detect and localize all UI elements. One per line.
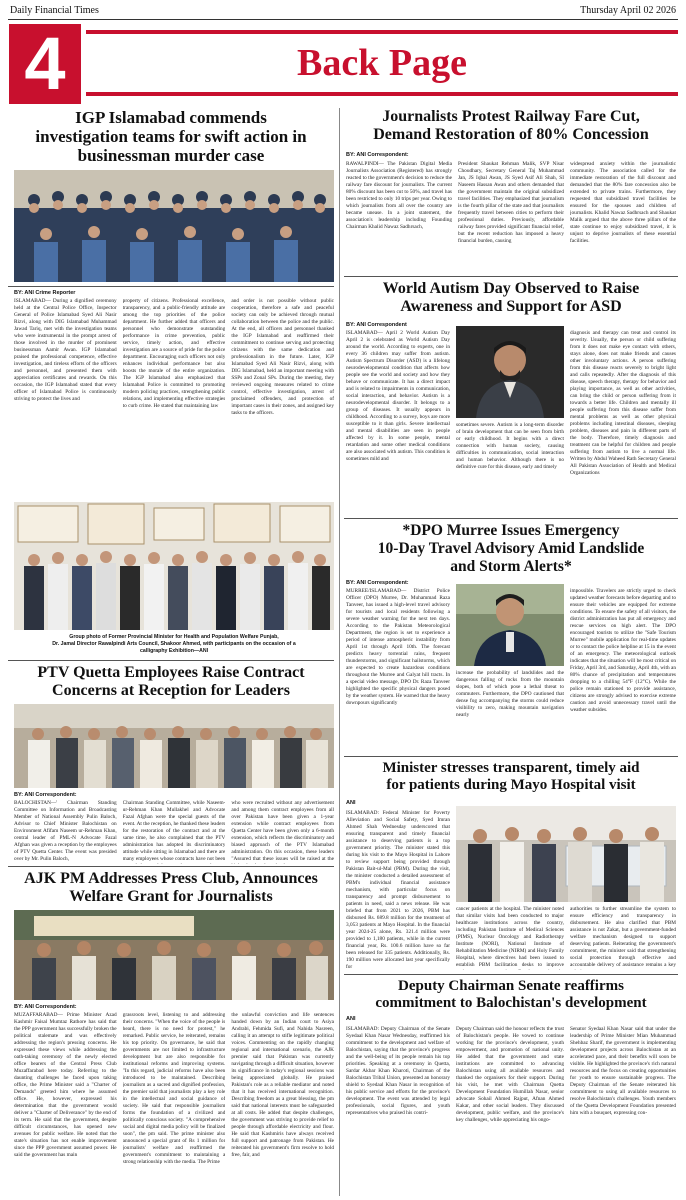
headline-line: AJK PM Addresses Press Club, Announces (24, 870, 318, 887)
photo-ptv-reception (14, 704, 334, 788)
rule (8, 866, 334, 867)
rule (344, 276, 678, 277)
column-divider (339, 108, 340, 1196)
headline-line: Deputy Chairman Senate reaffirms (398, 978, 624, 994)
byline: ANI (346, 1016, 356, 1022)
photo-mayo-hospital-visit (456, 806, 676, 902)
rule (344, 974, 678, 975)
article-column: ISLAMABAD— During a dignified ceremony held at the Central Police Office, Inspector General of Police Islamabad Syed Ali Nasir Rizvi, along with DIG Islamabad Muhammad Jawad Tariq, met with the investigation teams who were instrumental in the prompt arrest of those involved in the murder of prominent businessman Aamir Awan. IGP Islamabad praised the professional competence, effective investigation, and tireless efforts of the officers and personnel, and presented them with appreciation certificates and rewards. On this occasion, the IGP Islamabad stated that every officer of Islamabad Police is continuously striving to protect the lives and (14, 298, 117, 402)
article-column: ISLAMABAD: Federal Minister for Poverty Alleviation and Social Safety, Syed Imran Ahmed Shah Wednesday underscored that ensuring transparent and timely financial assistance to deserving patients is a top government priority. The minister stated this during his visit to the Mayo Hospital in Lahore to review support being provided through Pakistan Bait-ul-Mal (PBM). During the visit, the minister conducted a detailed assessment of PBM's individual financial assistance mechanism, with particular focus on transparency and prompt disbursement to patients in need, said a news release. He was briefed that from 2021 to 2026, PBM has disbursed Rs. 689.8 million for the treatment of 3,053 patients at Mayo Hospital. In the financial year 2024-25 alone, Rs. 321.4 million were provided to 1,180 patients, while in the current financial year, Rs. 100.6 million have so far been released for 335 patients. Additionally, Rs. 190 million were allocated last year specifically for (346, 810, 450, 970)
rule (8, 660, 334, 661)
headline-line: Welfare Grant for Journalists (69, 888, 273, 905)
article-column: ISLAMABAD: Deputy Chairman of the Senate Syedaal Khan Nasar Wednesday, reaffirmed his commitment to the development and welfare of Balochistan, saying that the province's progress and the well-being of its people remain his top priorities. Speaking at a ceremony in Quetta, Sardar Akbar Khan Kharoti, Chairman of the Balochistan Tribal Union, presented an honorary shield to Syedaal Khan Nasar in recognition of his public service and efforts for the province's development. The event was attended by legal professionals, social figures, and youth representatives who praised his contri- (346, 1026, 450, 1116)
article-column: sometimes severe. Autism is a long-term disorder of brain development that can be seen from birth or early childhood. It begins with a direct connection with human society, causing difficulties in communication, social interaction and human behavior. Although there is no definitive cure for this disease, early and timely (456, 422, 564, 470)
headline-line: and Storm Alerts* (450, 558, 572, 575)
headline-line: *DPO Murree Issues Emergency (402, 522, 620, 539)
headline-line: investigation teams for swift action in (35, 127, 307, 146)
headline-line: Demand Restoration of 80% Concession (373, 126, 649, 143)
headline-igp (8, 108, 334, 165)
headline-autism (344, 280, 678, 316)
headline-line: Concerns at Reception for Leaders (52, 682, 290, 699)
article-ptv-body (14, 800, 334, 864)
article-journalists-body (346, 161, 676, 273)
article-column: Chairman Standing Committee, while Naseem-ur-Rehman Khan Mullakhel and Advocate Fazal Afghan were the special guests of the event. At the reception, he thanked these leaders for the restoration of the contract and at the same time, he also complained that the PTV administration has adopted its discriminatory attitude while sitting in Islamabad and there are many employees whose contracts have not been (122, 800, 226, 862)
photo-press-club (14, 910, 334, 1000)
article-column: MUZAFFARABAD— Prime Minister Azad Kashmir Faisal Mumtaz Rathore has said that the PPP government has successfully broken the political stalemate and was effectively addressing the region's pressing concerns. He expressed these views while addressing the oath-taking ceremony of the newly elected office bearers of the Central Press Club Muzaffarabad here today. Referring to the daunting challenges he faced upon taking office, the Prime Minister said a "Charter of Demands" greeted him where he assumed office. He, however, expressed his determination that the government would deliver a "Charter of Deliverance" by the end of its term. He said that the government, despite difficult circumstances, has opened new avenues for public welfare. He noted that the state's situation has not enable improvement since the PPP government assumed power. He said the government has main (14, 1012, 117, 1158)
headline-line: Awareness and Support for ASD (400, 298, 622, 315)
paper-name: Daily Financial Times (10, 5, 99, 16)
article-column: grassroots level, listening to and addressing their concerns. "When the voice of the people is heard, there is no need for protest," he remarked. Public service, he reiterated, remains his top priority. On governance, he said that governments are not limited to infrastructure development but are also responsible for institutional reforms and improving systems. "In this regard, judicial reforms have also been introduced to be maintained. Describing journalism as a sacred and dignified profession, the premier said that journalists play a key role in the intellectual and social guidance of society. He said that responsible journalism forms the foundation of a civilized and politically conscious society. "A comprehensive social and digital media policy will be finalized soon", the pm said. The prime minister also announced a special grant of Rs 1 million for journalists' welfare and reaffirmed the government's commitment to maintaining a strong relationship with the media. The Prime (122, 1012, 226, 1165)
photo-calligraphy-exhibition (14, 502, 334, 630)
article-column: and order is not possible without public cooperation, therefore a safe and peaceful society can only be achieved through mutual collaboration between the police and the public. At the end, all officers and personnel thanked the IGP Islamabad and reaffirmed their commitment to continue serving and protecting citizens with the same dedication and professionalism in the future. Later, IGP Islamabad Syed Ali Nasir Rizvi, along with DIG Islamabad, held an important meeting with SSPs and Zonal SPs. During the meeting, they reviewed ongoing measures related to crime control, effective investigation, arrest of proclaimed offenders, and protection of important cases in their zones, and assigned key tasks to the officers. (231, 298, 334, 416)
article-column: Senator Syedaal Khan Nasar said that under the leadership of Prime Minister Mian Muhammad Shehbaz Sharif, the government is implementing development projects across Balochistan at an accelerated pace, and their benefits will soon be visible. He highlighted the province's rich natural resources and the focus on creating opportunities for youth to ensure sustainable progress. The Deputy Chairman of the Senate reiterated his commitment to using all available resources to resolve Balochistan's challenges. Youth members of the Quetta Development Foundation presented him with a bouquet, expressing con- (570, 1026, 676, 1116)
article-column: MURREE/ISLAMABAD— District Police Officer (DPO) Murree, Dr. Muhammad Raza Tanveer, has issued a high-level travel advisory for tourists and local residents following a severe weather warning for the next ten days. According to the Pakistan Meteorological Department, the region is set to experience a period of intense atmospheric instability from April 1st through April 10th. The forecast predicts heavy torrential rains, frequent thunderstorms, and significant hailstorms, which are expected to create hazardous conditions throughout the Murree and Galyat hill tracts. In a special video message, DPO Dr. Raza Tanveer highlighted the specific physical dangers posed by the weather system. He warned that the heavy downpours significantly (346, 588, 450, 706)
headline-deputy-chairman (344, 978, 678, 1012)
article-igp-body (14, 298, 334, 492)
article-column: diagnosis and therapy can treat and control its severity. Usually, the person or child suffering from it does not make eye contact with others, stays alone, does not make friends and causes other involuntary actions. A person suffering from this disease reacts severely to bright light and calls repeatedly. After the diagnosis of this disease, speech therapy, therapy for behavior and playing importance, as well as other activities, can bring the child or person suffering from it towards a better life. Children and mentally ill people suffering from this disease suffer from mental problems as well as other physical problems including intestinal diseases, sleeping problem, diseases and pain in different parts of the body. Therefore, timely diagnosis and treatment can be helpful for children and people suffering from autism to live a normal life. Written by Abdul Waheed Rath Secretary General All Pakistan Association of Health and Medical Organizations (570, 330, 676, 476)
article-column: Deputy Chairman said the honour reflects the trust of Balochistan's people. He vowed to continue working for the province's development, youth empowerment, and promotion of national unity. He added that the government and state institutions are committed to advancing Balochistan using all available resources and thanked the organisers for their support. During his visit, he met with Chairman Quetta Development Foundation Humillah Nasar, senior advocate Sohail Ahmed Rajput, Afnan Ahmed Kakar, and other social leaders. They discussed development, public welfare, and the province's key challenges, while appreciating his ongo- (456, 1026, 564, 1123)
headline-dpo-murree (344, 522, 678, 576)
headline-line: PTV Quetta Employees Raise Contract (37, 664, 305, 681)
article-column: cancer patients at the hospital. The minister noted that similar visits had been conducted to major healthcare institutions across the country, including Pakistan Institute of Medical Sciences (PIMS), Nuclear Oncology and Radiotherapy Institute (NORI), National Institute of Rehabilitation Medicine (NIRM) and Holy Family Hospital, where directives had been issued to establish PBM facilitation desks to improve (456, 906, 564, 968)
headline-line: for patients during Mayo Hospital visit (386, 777, 636, 793)
issue-date: Thursday April 02 2026 (580, 5, 676, 16)
photo-caption: Group photo of Former Provincial Minister for Health and Population Welfare Punjab, Dr. Jamal Director Rawalpindi Arts Council, Shakoor Ahmed, with participants on the occasion of a calligraphy Exhibition—ANI (52, 634, 296, 654)
article-column: widespread anxiety within the journalistic community. The association called for the immediate restoration of the full discount and demanded that the 80% fare concession also be extended to private trains. Furthermore, they requested that subsidized travel facilities be ensured for the spouses and children of journalists. Khalid Nawaz Sadhrsach and Shaukat Malik argued that the above three pillars of the state continue to enjoy subsidized travel, it is unjust to deprive journalists of these essential facilities. (570, 161, 676, 244)
headline-line: IGP Islamabad commends (75, 108, 267, 127)
article-column: increase the probability of landslides and the dangerous falling of rocks from the mountain slopes, both of which pose a lethal threat to commuters. Furthermore, the DPO cautioned that dense fog accompanying the storms could reduce visibility to zero, making mountain navigation nearly (456, 670, 564, 718)
article-column: ISLAMABAD— April 2 World Autism Day April 2 is celebrated as World Autism Day around the world. According to experts, one in every 36 children may suffer from autism. Autism Spectrum Disorder (ASD) is a lifelong neurodevelopmental condition that affects how people see the world and society and how they behave or communicate. It has a direct impact and is related to impairments in communication, social interaction, and behavior. Autism is a neurodevelopmental disorder. It belongs to a group of diseases. It usually appears in childhood. According to a survey, boys are more susceptible to it than girls. Severe intellectual and mental disabilities are seen in people affected by it. In some people, mental retardation and some other medical conditions are also associated with autism. This condition is sometimes mild and (346, 330, 450, 462)
headline-line: World Autism Day Observed to Raise (382, 280, 640, 297)
headline-journalists (344, 108, 678, 144)
rule (344, 518, 678, 519)
article-column: President Shaukat Rehman Malik, SVP Nisar Choudhary, Secretary General Taj Muhammad Jan, JS Iqbal Awan, JS Syed Asif Ali Shah, SI Naseem Hassan Awan and others demanded that the government maintain the original subsidized travel facilities. They emphasized that journalism is the fourth pillar of the state and that journalists frequently travel between cities to perform their professional duties. Previously, affordable railway fares provided significant financial relief, but the recent reduction has imposed a heavy financial burden, causing (458, 161, 564, 244)
photo-police-group (14, 170, 334, 282)
headline-ajk (8, 870, 334, 906)
article-column: authorities to further streamline the system to ensure efficiency and transparency in disbursement. He also clarified that PBM assistance is not Zakat, but a government-funded welfare mechanism designed to support deserving patients. Reiterating the government's commitment, the minister said that strengthening social protection through effective and accountable delivery of assistance remains a key (570, 906, 676, 968)
byline: BY: ANI Correspondent: (14, 792, 77, 798)
photo-dpo (456, 584, 564, 666)
headline-line: Journalists Protest Railway Fare Cut, (382, 108, 640, 125)
byline: ANI (346, 800, 356, 806)
article-column: BALOCHISTAN—' Chairman Standing Committee on Information and Broadcasting Member of National Assembly Pulin Baloch, Advisor to Chief Minister Balochistan on Environment Afifam Naseem ur-Rehman Khan, central leader of PML-N Advocate Fazal Afghan was given a reception by the employees of PTV Quetta Center. The event was presided over by Mr. Pulin Baloch, (14, 800, 117, 862)
rule (8, 286, 334, 287)
article-ajk-body (14, 1012, 334, 1196)
headline-line: businessman murder case (77, 146, 265, 165)
masthead-rule (8, 19, 678, 20)
article-column: impossible. Travelers are strictly urged to check updated weather forecasts before departing and to ensure their vehicles are equipped for extreme conditions. To ensure the safety of all visitors, the district administration has put all emergency and rescue services on high alert. The DPO encouraged tourists to utilize the "Safe Tourism Murree" mobile application for real-time updates or to contact the police helpline at 15 in the event of an emergency. The meteorological outlook indicates that the situation will be most critical on Friday, April 3rd, and Saturday, April 4th, with an 80% chance of precipitation and temperatures dropping to a chilling 54°F (12°C). While the police remain stationed to provide assistance, citizens are strongly advised to exercise extreme caution and avoid unnecessary travel until the weather subsides. (570, 588, 676, 713)
page-number: 4 (9, 24, 81, 104)
byline: BY: ANI Correspondent (346, 322, 407, 328)
headline-line: commitment to Balochistan's development (375, 995, 647, 1011)
article-column: RAWALPINDI— The Pakistan Digital Media Journalists Association (Registered) has strongly reacted to the government's decision to reduce the railway fare discount for journalists. The current 80% discount has been cut to 50%, and travel has been restricted to only 10 trips per year. Owing to which journalists from all over the country are became unease. In a joint statement, the association's leadership including Founding Chairman Khalid Nawaz Sadhrsach, (346, 161, 452, 230)
byline: BY: ANI Crime Reporter (14, 290, 76, 296)
article-column: who were recruited without any advertisement and among them contract employees from all over Pakistan have been given a 1-year extension while contract employees from Quetta Center have been given only a 6-month extension, which reflects the discriminatory and biased approach of the PTV Islamabad administration. On this occasion, these leaders "Assured that these issues will be raised at the (231, 800, 334, 862)
page-title: Back Page (86, 30, 678, 96)
byline: BY: ANI Correspondent: (346, 580, 409, 586)
rule (344, 756, 678, 757)
byline: BY: ANI Correspondent: (14, 1004, 77, 1010)
byline: BY: ANI Correspondent: (346, 152, 409, 158)
photo-autism-writer (456, 326, 564, 418)
headline-mayo-hospital (344, 760, 678, 794)
headline-line: Minister stresses transparent, timely aid (382, 760, 640, 776)
headline-line: 10-Day Travel Advisory Amid Landslide (377, 540, 645, 557)
article-column: property of citizens. Professional excellence, transparency, and a public-friendly attitude are among the top priorities of the police department. He further added that officers and personnel who demonstrate outstanding performance in crime prevention, public service, timely action, and effective investigation are a source of pride for the police department. Encouraging such officers not only enhances individual performance but also boosts the morale of the entire organization. The IGP Islamabad also emphasized that Islamabad Police is committed to promoting modern policing practices, strengthening public relations, and implementing effective strategies to curb crime. He stated that maintaining law (122, 298, 226, 409)
article-column: the unlawful conviction and life sentences handed down by an Indian court to Asiya Andrabi, Fehmida Sufi, and Nahida Nasreen, calling it an attempt to stifle legitimate political voices. Commenting on the rapidly changing regional and international scenario, the AJK premier said that Pakistan was currently navigating through a difficult situation, however its significance in today's regional sessions was being appreciated globally. He praised Pakistan's role as a reliable mediator and noted that it has received international recognition. Describing freedom as a great blessing, the pm said that national interests must be safeguarded at all costs. He added that despite challenges, the government was striving to provide relief to people through affordable electricity and flour. He said that Kashmiris have always received full support and patronage from Pakistan. He reiterated his government's firm resolve to hold free, fair, and (231, 1012, 334, 1158)
headline-ptv (8, 664, 334, 700)
